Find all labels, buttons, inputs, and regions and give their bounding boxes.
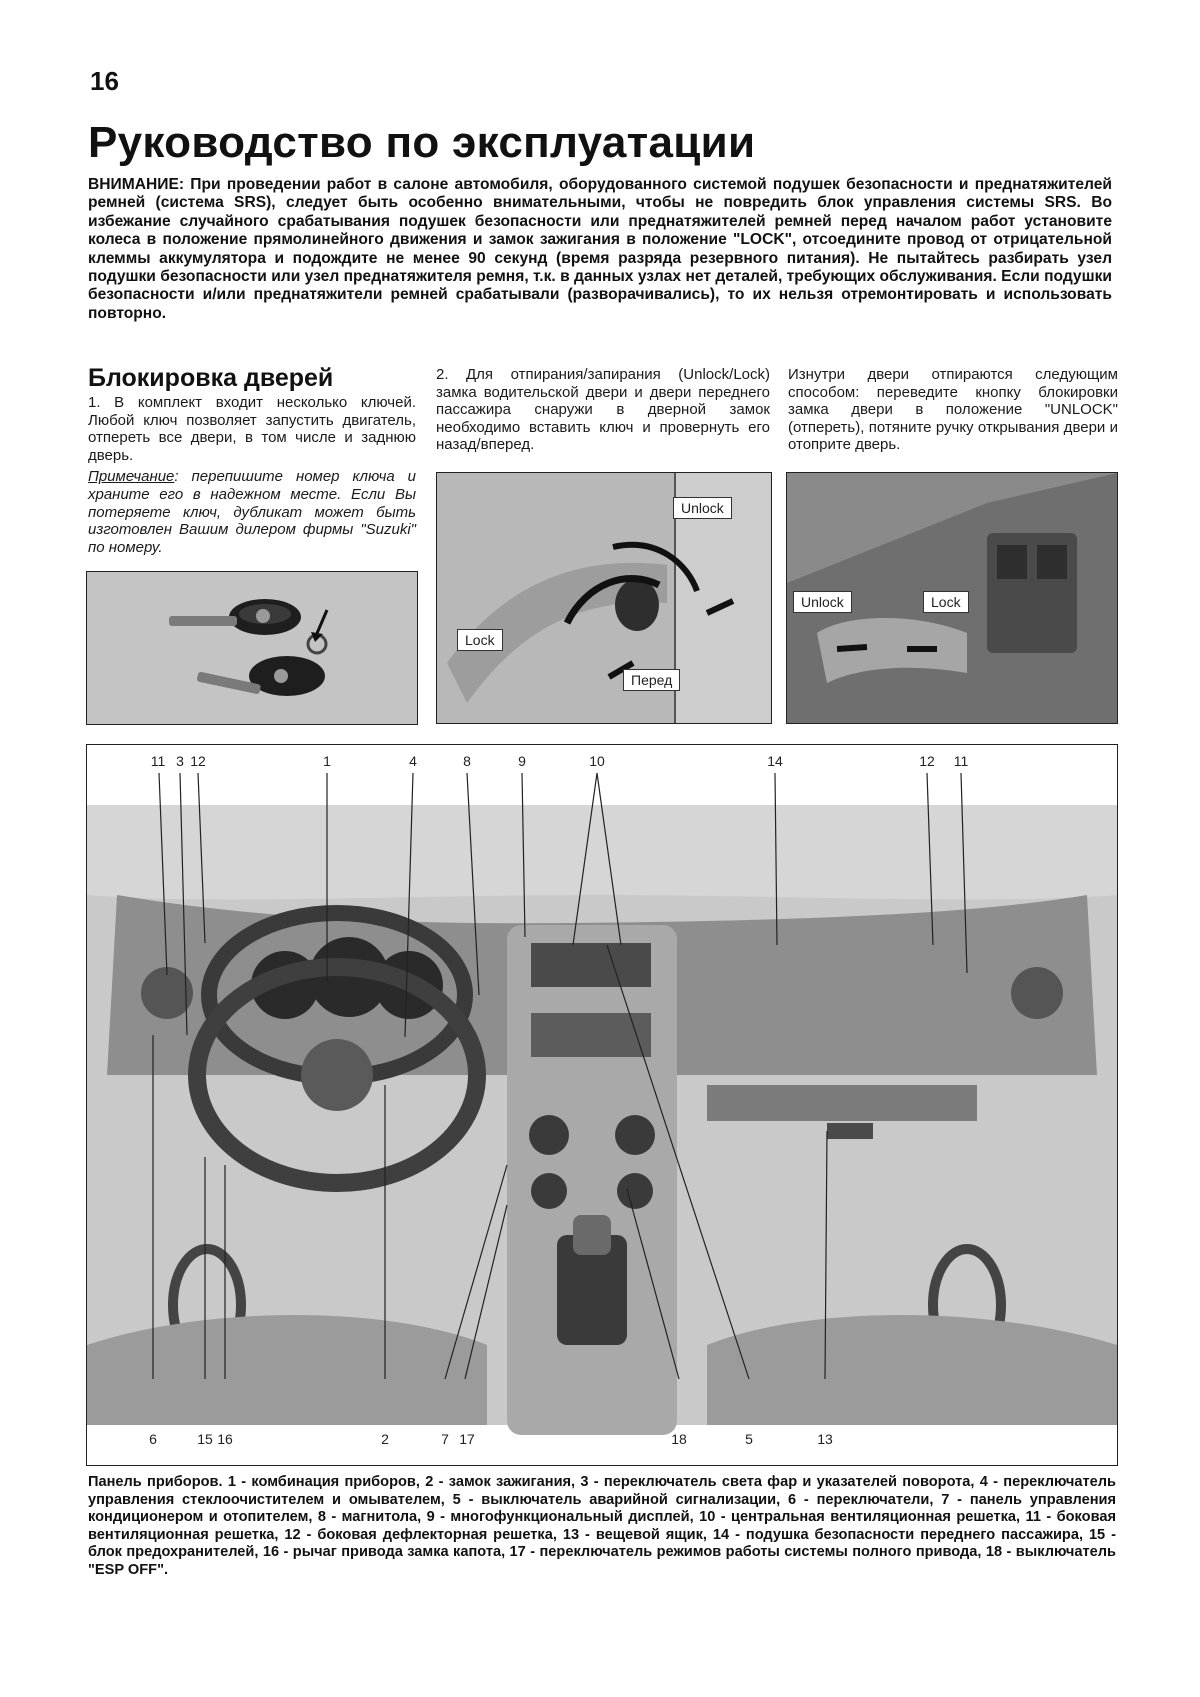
page-number: 16 <box>90 66 119 96</box>
callout-top-1: 1 <box>323 753 331 769</box>
callout-bottom-17: 17 <box>459 1431 475 1447</box>
column-outer-lock: 2. Для отпирания/запирания (Unlock/Lock) замка водительской двери и двери переднего пассажира снаружи в дверной замок необходимо вставить ключ и провернуть его назад/вперед. <box>436 366 770 454</box>
callout-top-12-right: 12 <box>919 753 935 769</box>
note-text: : перепишите номер ключа и храните его в надежном месте. Если Вы потеряете ключ, дубликат может быть изготовлен Вашим дилером фирмы "Suzuki" по номеру. <box>88 468 416 556</box>
callout-top-3: 3 <box>176 753 184 769</box>
outer-handle-photo <box>436 472 772 724</box>
callout-bottom-15: 15 <box>197 1431 213 1447</box>
callout-bottom-16: 16 <box>217 1431 233 1447</box>
callout-top-8: 8 <box>463 753 471 769</box>
inner-door-photo <box>786 472 1118 724</box>
note-label: Примечание <box>88 468 175 486</box>
dashboard-illustration <box>87 745 1117 1465</box>
dashboard-caption: Панель приборов. 1 - комбинация приборов, 2 - замок зажигания, 3 - переключатель света фар и указателей поворота, 4 - переключатель управления стеклоочистителем и омывателем, 5 - выключатель аварийной сигнализации, 6 - переключатели, 7 - панель управления кондиционером и отопителем, 8 - магнитола, 9 - многофункциональный дисплей, 10 - центральная вентиляционная решетка, 11 - боковая вентиляционная решетка, 12 - боковая дефлекторная решетка, 13 - вещевой ящик, 14 - подушка безопасности переднего пассажира, 15 - блок предохранителей, 16 - рычаг привода замка капота, 17 - переключатель режимов работы системы полного привода, 18 - выключатель "ESP OFF". <box>88 1474 1116 1578</box>
srs-warning: ВНИМАНИЕ: При проведении работ в салоне автомобиля, оборудованного системой подушек безопасности и преднатяжителей ремней (система SRS), следует быть особенно внимательными, чтобы не повредить блок управления системы SRS. Во избежание случайного срабатывания подушек безопасности или преднатяжителей ремней перед началом работ установите колеса в положение прямолинейного движения и замок зажигания в положение "LOCK", отсоедините провод от отрицательной клеммы аккумулятора и подождите не менее 90 секунд (время разряда резервного питания). Не пытайтесь разбирать узел подушки безопасности или узел преднатяжителя ремня, т.к. в данных узлах нет деталей, требующих обслуживания. Если подушки безопасности и/или преднатяжители ремней срабатывали (разворачивались), то их нельзя отремонтировать и использовать повторно. <box>88 176 1112 322</box>
callout-bottom-7: 7 <box>441 1431 449 1447</box>
callout-bottom-2: 2 <box>381 1431 389 1447</box>
label-forward: Перед <box>623 669 680 691</box>
label-lock-inner: Lock <box>923 591 969 613</box>
page-title: Руководство по эксплуатации <box>88 118 756 167</box>
callout-top-9: 9 <box>518 753 526 769</box>
column-keys <box>88 394 416 556</box>
key-note <box>88 468 416 556</box>
label-lock-outer: Lock <box>457 629 503 651</box>
callout-bottom-6: 6 <box>149 1431 157 1447</box>
label-unlock-outer: Unlock <box>673 497 732 519</box>
callout-top-14: 14 <box>767 753 783 769</box>
callout-top-11-right: 11 <box>953 753 969 769</box>
column-inner-lock: Изнутри двери отпираются следующим способом: переведите кнопку блокировки замка двери в положение "UNLOCK" (отпереть), потяните ручку открывания двери и отоприте дверь. <box>788 366 1118 454</box>
keys-illustration <box>87 572 417 724</box>
label-unlock-inner: Unlock <box>793 591 852 613</box>
callout-top-11-left: 11 <box>150 753 166 769</box>
callout-bottom-18: 18 <box>671 1431 687 1447</box>
callout-top-12-left: 12 <box>190 753 206 769</box>
callout-bottom-13: 13 <box>817 1431 833 1447</box>
callout-bottom-5: 5 <box>745 1431 753 1447</box>
section-title: Блокировка дверей <box>88 364 334 392</box>
dashboard-photo <box>86 744 1118 1466</box>
keys-photo <box>86 571 418 725</box>
callout-top-10: 10 <box>589 753 605 769</box>
keys-paragraph: 1. В комплект входит несколько ключей. Любой ключ позволяет запустить двигатель, отпереть все двери, в том числе и заднюю дверь. <box>88 394 416 464</box>
callout-top-4: 4 <box>409 753 417 769</box>
